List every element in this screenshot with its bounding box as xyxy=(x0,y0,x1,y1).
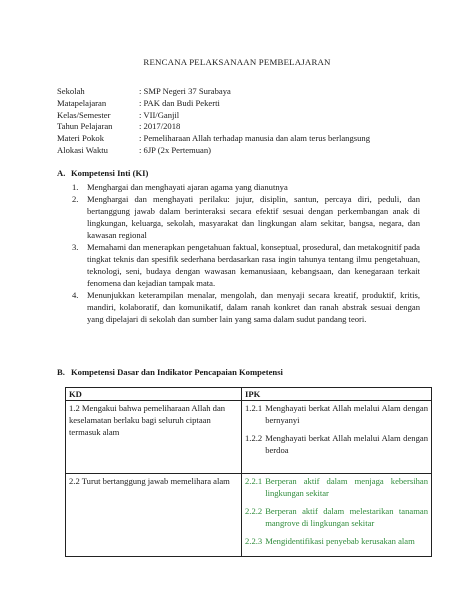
list-item xyxy=(72,241,420,289)
list-text: Menunjukkan keterampilan menalar, mengolah, dan menyaji secara kreatif, produktif, kritis, mandiri, kolaboratif, dan komunikatif, dalam ranah konkret dan ranah abstrak sesuai dengan yang dipelajari di sekolah dan sumber lain yang sama dalam sudut pandang teori. xyxy=(87,290,420,324)
ipk-cell xyxy=(242,474,432,557)
indicator-number: 2.2.3 xyxy=(245,536,263,546)
indicator-item xyxy=(245,475,428,499)
document-title: RENCANA PELAKSANAAN PEMBELAJARAN xyxy=(143,57,331,67)
table-row xyxy=(66,474,432,557)
info-value: : 2017/2018 xyxy=(139,121,181,132)
indicator-text: Berperan aktif dalam melestarikan tanaman mangrove di lingkungan sekitar xyxy=(265,506,428,528)
indicator-text: Menghayati berkat Allah melalui Alam dengan berdoa xyxy=(265,433,428,455)
indicator-item xyxy=(245,432,428,456)
table-row xyxy=(66,401,432,474)
section-title: Kompetensi Dasar dan Indikator Pencapaian Kompetensi xyxy=(71,367,283,377)
info-label: Kelas/Semester xyxy=(57,109,111,120)
info-value: : SMP Negeri 37 Surabaya xyxy=(139,86,231,96)
info-row-matapelajaran xyxy=(57,97,437,109)
indicator-number: 2.2.1 xyxy=(245,476,263,486)
section-a-heading xyxy=(57,167,148,179)
info-label: Matapelajaran xyxy=(57,97,107,108)
indicator-number: 1.2.2 xyxy=(245,433,263,443)
info-label: Materi Pokok xyxy=(57,133,105,144)
list-number: 4. xyxy=(72,290,79,300)
section-letter: A. xyxy=(57,168,66,178)
indicator-item xyxy=(245,402,428,426)
list-text: Menghargai dan menghayati ajaran agama yang dianutnya xyxy=(87,182,288,192)
info-row-kelas-semester xyxy=(57,109,437,121)
info-row-materi-pokok xyxy=(57,132,437,144)
list-text: Memahami dan menerapkan pengetahuan faktual, konseptual, prosedural, dan metakognitif pada tingkat teknis dan spesifik sederhana berdasarkan rasa ingin tahunya tentang ilmu pengetahuan, teknologi, seni, budaya dengan wawasan kemanusiaan, kebangsaan, dan kenegaraan terkait fenomena dan kejadian tampak mata. xyxy=(87,242,420,288)
kd-cell: 2.2 Turut bertanggung jawab memelihara alam xyxy=(66,474,242,557)
indicator-item xyxy=(245,535,428,547)
indicator-number: 2.2.2 xyxy=(245,506,263,516)
list-number: 2. xyxy=(72,194,79,204)
list-text: Menghargai dan menghayati perilaku: jujur, disiplin, santun, percaya diri, peduli, dan bertanggung jawab dalam berinteraksi secara efektif sesuai dengan perkembangan anak di lingkungan, keluarga, sekolah, masyarakat dan lingkungan alam sekitar, bangsa, negara, dan kawasan regional xyxy=(87,194,420,240)
section-title: Kompetensi Inti (KI) xyxy=(71,168,149,178)
info-label: Tahun Pelajaran xyxy=(57,121,113,132)
list-item xyxy=(72,193,420,241)
list-number: 1. xyxy=(72,182,79,192)
list-number: 3. xyxy=(72,242,79,252)
info-row-sekolah xyxy=(57,85,437,97)
info-value: : Pemeliharaan Allah terhadap manusia dan alam terus berlangsung xyxy=(139,133,370,144)
indicator-item xyxy=(245,505,428,529)
identity-block xyxy=(57,85,437,156)
column-header-ipk: IPK xyxy=(242,388,432,401)
section-letter: B. xyxy=(57,367,65,377)
ipk-cell xyxy=(242,401,432,474)
kd-ipk-table xyxy=(65,387,432,557)
column-header-kd: KD xyxy=(66,388,242,401)
info-label: Sekolah xyxy=(57,86,85,96)
ki-list xyxy=(72,181,420,325)
list-item xyxy=(72,289,420,325)
info-value: : 6JP (2x Pertemuan) xyxy=(139,144,212,155)
table-header-row xyxy=(66,388,432,401)
list-item xyxy=(72,181,420,193)
info-value: : VII/Ganjil xyxy=(139,109,180,120)
info-label: Alokasi Waktu xyxy=(57,144,108,155)
indicator-text: Berperan aktif dalam menjaga kebersihan lingkungan sekitar xyxy=(265,476,428,498)
indicator-number: 1.2.1 xyxy=(245,403,263,413)
indicator-text: Menghayati berkat Allah melalui Alam dengan bernyanyi xyxy=(265,403,428,425)
section-b-heading xyxy=(57,366,283,378)
info-value: : PAK dan Budi Pekerti xyxy=(139,97,220,108)
info-row-alokasi-waktu xyxy=(57,144,437,156)
info-row-tahun-pelajaran xyxy=(57,120,437,132)
kd-cell: 1.2 Mengakui bahwa pemeliharaan Allah dan keselamatan berlaku bagi seluruh ciptaan termasuk alam xyxy=(66,401,242,474)
indicator-text: Mengidentifikasi penyebab kerusakan alam xyxy=(265,536,415,546)
